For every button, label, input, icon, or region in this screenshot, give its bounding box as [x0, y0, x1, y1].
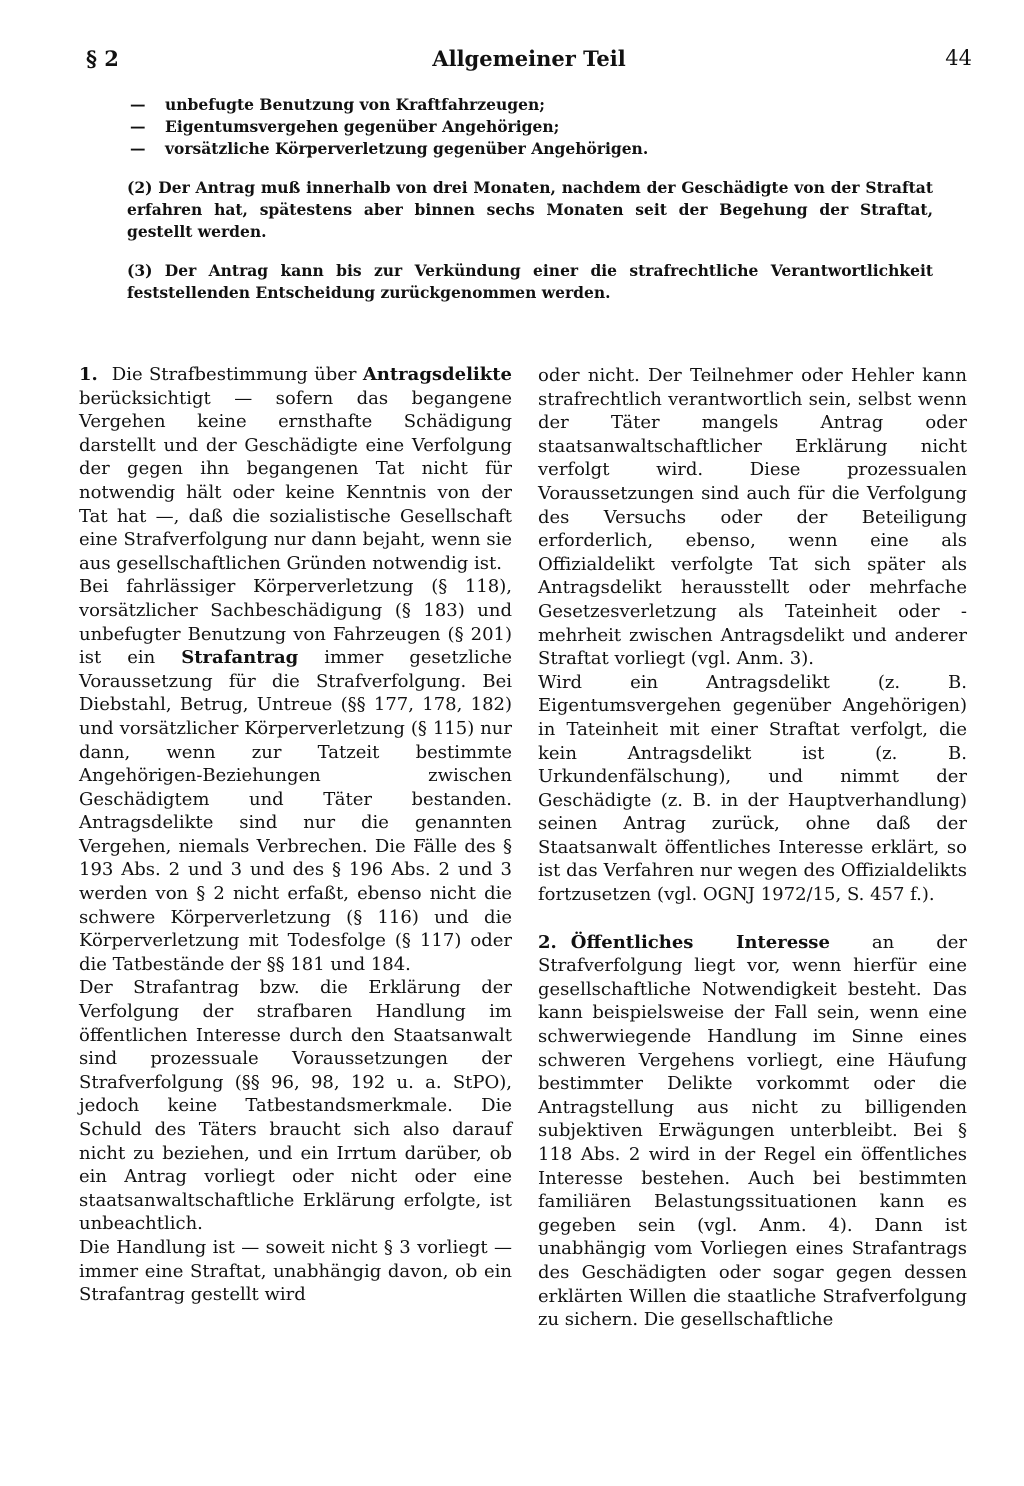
commentary-column-left	[79, 363, 512, 1307]
list-item-text: vorsätzliche Körperverletzung gegenüber Angehörigen.	[165, 139, 649, 158]
page-title: Allgemeiner Teil	[432, 46, 626, 71]
note-1-paragraph-2	[79, 575, 512, 976]
statute-text	[127, 94, 933, 304]
body-text: an der Strafverfolgung liegt vor, wenn hierfür eine gesellschaftliche Notwendigkeit besteht. Das kann beispielsweise der Fall sein, wenn eine schwerwiegende Handlung im Sinne eines schweren Vergehens vorliegt, eine Häufung bestimmter Delikte vorkommt oder die Antragstellung aus nicht zu billigenden subjektiven Erwägungen unterbleibt. Bei § 118 Abs. 2 wird in der Regel ein öffentliches Interesse bestehen. Auch bei bestimmten familiären Belastungssituationen kann es gegeben sein (vgl. Anm. 4). Dann ist unabhängig vom Vorliegen eines Strafantrags des Geschädigten oder sogar gegen dessen erklärten Willen die staatliche Strafverfolgung zu sichern. Die gesellschaftliche	[538, 931, 967, 1331]
list-item	[127, 138, 933, 160]
note-1-paragraph-4-start: Die Handlung ist — soweit nicht § 3 vorliegt — immer eine Straftat, unabhängig davon, ob ein Strafantrag gestellt wird	[79, 1236, 512, 1306]
note-number: 1.	[79, 364, 98, 385]
statute-paragraph-3: (3) Der Antrag kann bis zur Verkündung einer die strafrechtliche Verantwortlichkeit feststellenden Entscheidung zurückgenommen werden.	[127, 261, 933, 302]
dash-marker: —	[130, 139, 146, 158]
note-1-paragraph-4-continued: oder nicht. Der Teilnehmer oder Hehler kann strafrechtlich verantwortlich sein, selbst wenn der Täter mangels Antrag oder staatsanwaltschaftlicher Erklärung nicht verfolgt wird. Diese prozessualen Voraussetzungen sind auch für die Verfolgung des Versuchs oder der Beteiligung erforderlich, ebenso, wenn eine als Offizialdelikt verfolgte Tat sich später als Antragsdelikt herausstellt oder mehrfache Gesetzesverletzung als Tateinheit oder -mehrheit zwischen Antragsdelikt und anderer Straftat vorliegt (vgl. Anm. 3).	[538, 365, 967, 670]
list-item	[127, 116, 933, 138]
offence-list	[127, 94, 933, 160]
list-item-text: Eigentumsvergehen gegenüber Angehörigen;	[165, 117, 560, 136]
note-2-paragraph	[538, 931, 967, 1332]
dash-marker: —	[130, 95, 146, 114]
body-text: Bei fahrlässiger Körperverletzung (§ 118), vorsätzlicher Sachbeschädigung (§ 183) und unbefugter Benutzung von Fahrzeugen (§ 201) ist ein	[79, 576, 512, 669]
note-1-paragraph-5: Wird ein Antragsdelikt (z. B. Eigentumsvergehen gegenüber Angehörigen) in Tateinheit mit einer Straftat verfolgt, die kein Antragsdelikt ist (z. B. Urkundenfälschung), und nimmt der Geschädigte (z. B. in der Hauptverhandlung) seinen Antrag zurück, ohne daß der Staatsanwalt öffentliches Interesse erklärt, so ist das Verfahren nur wegen des Offizialdelikts fortzusetzen (vgl. OGNJ 1972/15, S. 457 f.).	[538, 671, 967, 906]
body-text: berücksichtigt — sofern das begangene Vergehen keine ernsthafte Schädigung darstellt und der Geschädigte eine Verfolgung der gegen ihn begangenen Tat nicht für notwendig hält oder keine Kenntnis von der Tat hat —, daß die sozialistische Gesellschaft eine Strafverfolgung nur dann bejaht, wenn sie aus gesellschaftlichen Gründen notwendig ist.	[79, 387, 512, 574]
body-text: immer gesetzliche Voraussetzung für die Strafverfolgung. Bei Diebstahl, Betrug, Untreue (§§ 177, 178, 182) und vorsätzlicher Körperverletzung (§ 115) nur dann, wenn zur Tatzeit bestimmte Angehörigen-Beziehungen zwischen Geschädigtem und Täter bestanden. Antragsdelikte sind nur die genannten Vergehen, niemals Verbrechen. Die Fälle des § 193 Abs. 2 und 3 und des § 196 Abs. 2 und 3 werden von § 2 nicht erfaßt, ebenso nicht die schwere Körperverletzung (§ 116) und die Körperverletzung mit Todesfolge (§ 117) oder die Tatbestände der §§ 181 und 184.	[79, 647, 512, 975]
page-header	[86, 46, 972, 76]
note-number: 2.	[538, 931, 557, 953]
list-item	[127, 94, 933, 116]
statute-paragraph-2: (2) Der Antrag muß innerhalb von drei Monaten, nachdem der Geschädigte von der Straftat erfahren hat, spätestens aber binnen sechs Monaten seit der Begehung der Straftat, gestellt werden.	[127, 178, 933, 241]
note-1-paragraph	[79, 363, 512, 575]
bold-term: Öffentliches Interesse	[570, 931, 830, 953]
dash-marker: —	[130, 117, 146, 136]
commentary-column-right	[538, 364, 967, 1332]
list-item-text: unbefugte Benutzung von Kraftfahrzeugen;	[165, 95, 545, 114]
body-text: Die Strafbestimmung über	[111, 364, 363, 385]
bold-term: Strafantrag	[181, 647, 299, 669]
note-1-paragraph-3: Der Strafantrag bzw. die Erklärung der Verfolgung der strafbaren Handlung im öffentlichen Interesse durch den Staatsanwalt sind prozessuale Voraussetzungen der Strafverfolgung (§§ 96, 98, 192 u. a. StPO), jedoch keine Tatbestandsmerkmale. Die Schuld des Täters braucht sich also darauf nicht zu beziehen, und ein Irrtum darüber, ob ein Antrag vorliegt oder nicht oder eine staatsanwaltschaftliche Erklärung erfolgte, ist unbeachtlich.	[79, 977, 512, 1235]
section-marker: § 2	[86, 46, 119, 71]
page-number: 44	[945, 46, 972, 70]
bold-term: Antragsdelikte	[362, 364, 512, 385]
